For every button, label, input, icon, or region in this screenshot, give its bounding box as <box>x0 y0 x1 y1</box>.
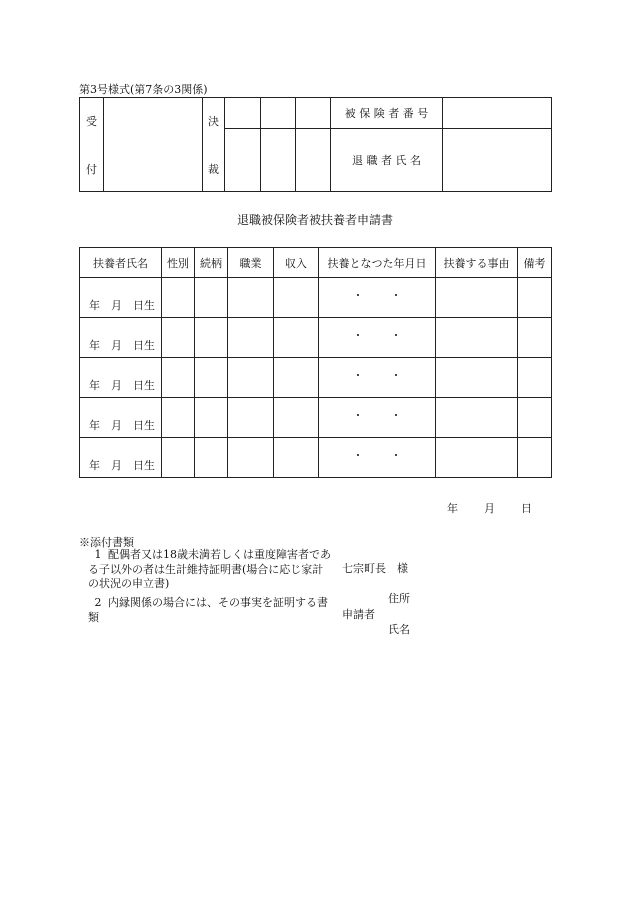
date-dot: ・ <box>390 289 402 302</box>
dependents-table <box>79 247 552 478</box>
name-cell[interactable] <box>80 278 162 318</box>
table-row <box>80 358 552 398</box>
date-dot: ・ <box>352 289 364 302</box>
income-cell[interactable] <box>274 438 319 478</box>
reason-cell[interactable] <box>436 278 518 318</box>
remarks-cell[interactable] <box>518 278 552 318</box>
occupation-cell[interactable] <box>228 278 274 318</box>
remarks-cell[interactable] <box>518 358 552 398</box>
relationship-cell[interactable] <box>195 318 228 358</box>
approval-stamp-1[interactable] <box>225 98 261 129</box>
occupation-cell[interactable] <box>228 398 274 438</box>
sex-cell[interactable] <box>162 318 195 358</box>
approval-stamp-5[interactable] <box>261 129 296 192</box>
dependent-date-cell[interactable] <box>319 438 436 478</box>
header-relationship: 続柄 <box>195 248 228 278</box>
header-sex: 性別 <box>162 248 195 278</box>
date-dot: ・ <box>390 329 402 342</box>
relationship-cell[interactable] <box>195 398 228 438</box>
retiree-name-field[interactable] <box>443 129 552 192</box>
date-dot: ・ <box>352 409 364 422</box>
name-cell[interactable] <box>80 438 162 478</box>
income-cell[interactable] <box>274 398 319 438</box>
attachment-item-1 <box>88 548 334 592</box>
name-label: 氏名 <box>388 623 410 636</box>
attachments-heading: ※添付書類 <box>79 536 134 549</box>
header-reason: 扶養する事由 <box>436 248 518 278</box>
date-dot: ・ <box>352 329 364 342</box>
attachment-num: 2 <box>94 596 102 609</box>
occupation-cell[interactable] <box>228 318 274 358</box>
uketsuke-char-2: 付 <box>86 162 97 176</box>
remarks-cell[interactable] <box>518 318 552 358</box>
remarks-cell[interactable] <box>518 438 552 478</box>
header-income: 収入 <box>274 248 319 278</box>
table-row <box>80 398 552 438</box>
insured-number-field[interactable] <box>443 98 552 129</box>
name-cell[interactable] <box>80 318 162 358</box>
kessai-char-2: 裁 <box>208 162 219 176</box>
insured-number-label: 被 保 険 者 番 号 <box>331 98 443 129</box>
approval-stamp-2[interactable] <box>261 98 296 129</box>
sex-cell[interactable] <box>162 398 195 438</box>
retiree-name-label: 退 職 者 氏 名 <box>331 129 443 192</box>
reason-cell[interactable] <box>436 318 518 358</box>
attachment-num: 1 <box>94 548 102 561</box>
birth-date-label: 年 月 日生 <box>89 379 155 392</box>
header-remarks: 備考 <box>518 248 552 278</box>
table-header-row <box>80 248 552 278</box>
approval-stamp-6[interactable] <box>296 129 331 192</box>
relationship-cell[interactable] <box>195 278 228 318</box>
name-cell[interactable] <box>80 398 162 438</box>
form-number: 第3号様式(第7条の3関係) <box>79 83 208 96</box>
date-month-label: 月 <box>484 502 495 515</box>
name-cell[interactable] <box>80 358 162 398</box>
occupation-cell[interactable] <box>228 438 274 478</box>
header-dependent-date: 扶養となつた年月日 <box>319 248 436 278</box>
reason-cell[interactable] <box>436 438 518 478</box>
sex-cell[interactable] <box>162 278 195 318</box>
attachment-item-2 <box>88 596 334 625</box>
sex-cell[interactable] <box>162 438 195 478</box>
birth-date-label: 年 月 日生 <box>89 459 155 472</box>
approval-stamp-3[interactable] <box>296 98 331 129</box>
uketsuke-cell <box>80 98 104 192</box>
birth-date-label: 年 月 日生 <box>89 419 155 432</box>
uketsuke-char-1: 受 <box>86 114 97 128</box>
uketsuke-stamp-area[interactable] <box>104 98 203 192</box>
attachment-text: 配偶者又は18歳未満若しくは重度障害者である子以外の者は生計維持証明書(場合に応じ家計の状況の申立書) <box>88 548 331 590</box>
submission-date <box>447 500 532 516</box>
addressee: 七宗町長 様 <box>342 562 408 575</box>
dependent-date-cell[interactable] <box>319 398 436 438</box>
dependent-date-cell[interactable] <box>319 318 436 358</box>
date-day-label: 日 <box>521 502 532 515</box>
kessai-char-1: 決 <box>208 114 219 128</box>
birth-date-label: 年 月 日生 <box>89 299 155 312</box>
table-row <box>80 438 552 478</box>
attachment-text: 内縁関係の場合には、その事実を証明する書類 <box>88 596 328 624</box>
date-dot: ・ <box>390 449 402 462</box>
occupation-cell[interactable] <box>228 358 274 398</box>
address-label: 住所 <box>388 592 410 605</box>
relationship-cell[interactable] <box>195 438 228 478</box>
approval-stamp-4[interactable] <box>225 129 261 192</box>
dependent-date-cell[interactable] <box>319 358 436 398</box>
sex-cell[interactable] <box>162 358 195 398</box>
table-row <box>80 318 552 358</box>
reason-cell[interactable] <box>436 358 518 398</box>
dependent-date-cell[interactable] <box>319 278 436 318</box>
date-year-label: 年 <box>447 502 458 515</box>
income-cell[interactable] <box>274 358 319 398</box>
header-occupation: 職業 <box>228 248 274 278</box>
kessai-cell <box>203 98 225 192</box>
birth-date-label: 年 月 日生 <box>89 339 155 352</box>
form-title: 退職被保険者被扶養者申請書 <box>236 213 393 227</box>
reception-box <box>79 97 552 192</box>
date-dot: ・ <box>390 369 402 382</box>
date-dot: ・ <box>390 409 402 422</box>
relationship-cell[interactable] <box>195 358 228 398</box>
income-cell[interactable] <box>274 278 319 318</box>
applicant-label: 申請者 <box>342 608 375 621</box>
table-row <box>80 278 552 318</box>
date-dot: ・ <box>352 369 364 382</box>
income-cell[interactable] <box>274 318 319 358</box>
header-dependent-name: 扶養者氏名 <box>80 248 162 278</box>
reason-cell[interactable] <box>436 398 518 438</box>
date-dot: ・ <box>352 449 364 462</box>
remarks-cell[interactable] <box>518 398 552 438</box>
